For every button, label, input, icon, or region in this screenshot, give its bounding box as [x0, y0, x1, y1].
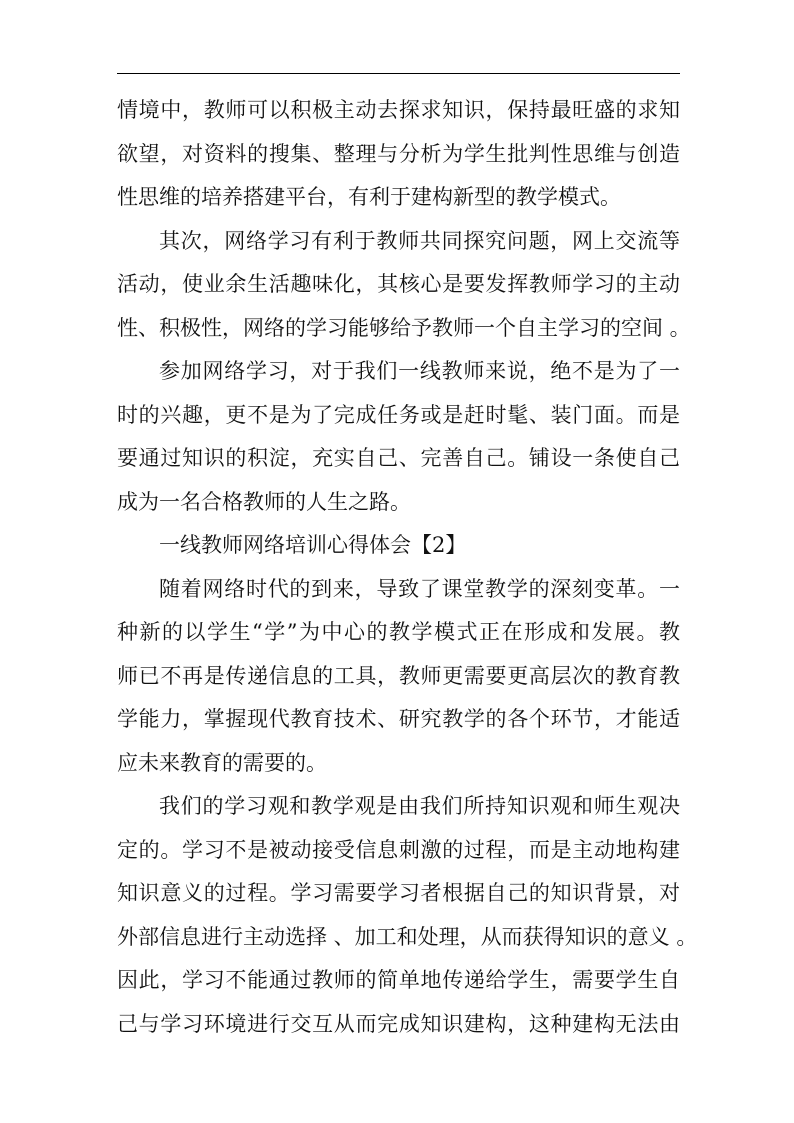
text-line: 一线教师网络培训心得体会【2】: [159, 533, 467, 557]
text-line: 情境中，教师可以积极主动去探求知识，保持最旺盛的求知: [117, 98, 680, 122]
text-line: 性、积极性，网络的学习能够给予教师一个自主学习的空间 。: [117, 315, 691, 340]
text-line: 要通过知识的积淀，充实自己、完善自己。铺设一条使自己: [117, 446, 680, 470]
text-line: 外部信息进行主动选择 、加工和处理，从而获得知识的意义 。: [117, 924, 698, 949]
text-line: 成为一名合格教师的人生之路。: [117, 489, 411, 514]
text-line: 性思维的培养搭建平台，有利于建构新型的教学模式。: [117, 185, 621, 209]
text-line: 定的。学习不是被动接受信息刺激的过程，而是主动地构建: [117, 837, 680, 862]
text-line: 其次，网络学习有利于教师共同探究问题，网上交流等: [159, 228, 680, 253]
text-line: 我们的学习观和教学观是由我们所持知识观和师生观决: [159, 794, 680, 818]
document-body: [117, 89, 698, 1046]
text-line: 活动，使业余生活趣味化，其核心是要发挥教师学习的主动: [117, 272, 680, 296]
text-line: 参加网络学习，对于我们一线教师来说，绝不是为了一: [159, 359, 680, 383]
text-line: 学能力，掌握现代教育技术、研究教学的各个环节，才能适: [117, 707, 680, 731]
text-line: 应未来教育的需要的。: [117, 750, 327, 775]
text-line: 因此，学习不能通过教师的简单地传递给学生，需要学生自: [117, 968, 680, 992]
header-rule: [117, 73, 680, 74]
text-line: 种新的以学生“学”为中心的教学模式正在形成和发展。教: [117, 620, 680, 644]
text-line: 欲望，对资料的搜集、整理与分析为学生批判性思维与创造: [117, 141, 680, 166]
text-line: 随着网络时代的到来，导致了课堂教学的深刻变革。一: [159, 576, 680, 601]
text-line: 知识意义的过程。学习需要学习者根据自己的知识背景，对: [117, 881, 680, 905]
text-line: 时的兴趣，更不是为了完成任务或是赶时髦、装门面。而是: [117, 402, 680, 427]
text-line: 师已不再是传递信息的工具，教师更需要更高层次的教育教: [117, 663, 680, 688]
text-line: 己与学习环境进行交互从而完成知识建构，这种建构无法由: [117, 1011, 680, 1036]
